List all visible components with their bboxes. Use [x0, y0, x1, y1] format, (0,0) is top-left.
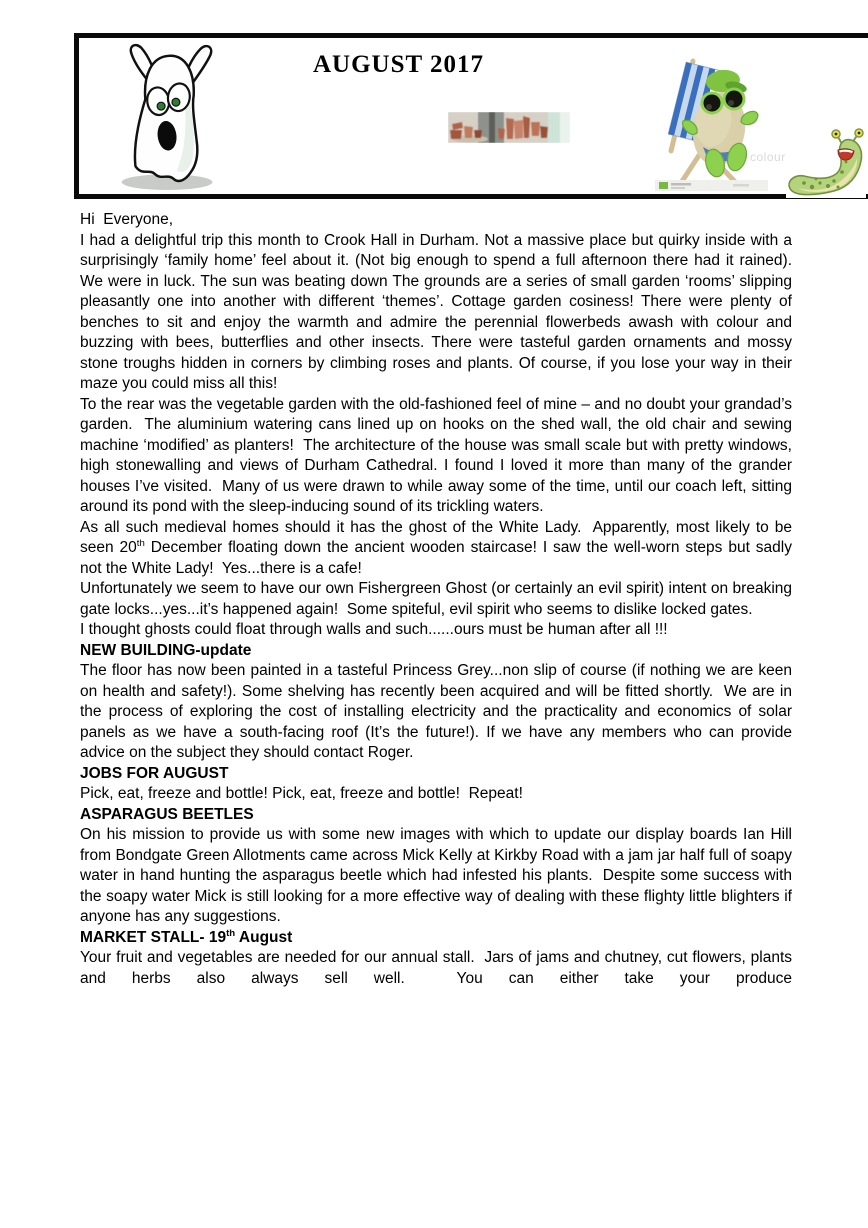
market-stall-heading-text: MARKET STALL- 19	[80, 928, 227, 946]
greeting: Hi Everyone,	[80, 211, 174, 228]
section-body-new-building: The floor has now been painted in a tasteful Princess Grey...non slip of course (if nothing we are keen on health and safety!). Some shelving has recently been acquired and will be fitted shortly. We are in the process of exploring the cost of installing electricity and the practicality and economics of solar panels as we have a south-facing roof (It’s the future!). If we have any members who can provide advice on the subject they should contact Roger.	[80, 662, 797, 761]
section-heading-jobs-for-august: JOBS FOR AUGUST	[80, 764, 229, 782]
section-body-market-stall: Your fruit and vegetables are needed for our annual stall. Jars of jams and chutney, cut flowers, plants and herbs also always sell well. You can either take your produce	[80, 949, 797, 987]
paragraph-white-lady-text: As all such medieval homes should it has the ghost of the White Lady. Apparently, most likely to be seen 20	[80, 518, 797, 556]
paragraph-white-lady	[80, 518, 797, 580]
section-heading-new-building: NEW BUILDING-update	[80, 641, 252, 659]
section-body-asparagus-beetles: On his mission to provide us with some new images with which to update our display boards Ian Hill from Bondgate Green Allotments came across Mick Kelly at Kirkby Road with a jam jar half full of soapy water in hand hunting the asparagus beetle which had infested his plants. Despite some success with the soapy water Mick is still looking for a more effective way of dealing with these flighty little blighters if anyone has any suggestions.	[80, 826, 797, 925]
watermark-text: colour	[750, 150, 786, 164]
paragraph-ghosts-human: I thought ghosts could float through walls and such......ours must be human after all !!!	[80, 621, 668, 638]
slug-cartoon-image	[786, 128, 866, 198]
section-heading-market-stall	[80, 928, 792, 949]
paragraph-crook-hall: I had a delightful trip this month to Crook Hall in Durham. Not a massive place but quirky inside with a surprisingly ‘family home’ feel about it. (Not big enough to spend a full afternoon there had it rained). We were in luck. The sun was beating down The grounds are a series of small garden ‘rooms’ slipping pleasantly one into another with different ‘themes’. Cottage garden cosiness! There were plenty of benches to sit and enjoy the warmth and admire the perennial flowerbeds awash with colour and buzzing with bees, butterflies and other insects. There were tasteful garden ornaments and mossy stone troughs hidden in corners by climbing roses and plants. Of course, if you lose your way in their maze you could miss all this!	[80, 231, 801, 392]
section-heading-asparagus-beetles: ASPARAGUS BEETLES	[80, 805, 254, 823]
paragraph-white-lady-text-cont: December floating down the ancient wooden staircase! I saw the well-worn steps but sadly not the White Lady! Yes...there is a cafe!	[80, 539, 797, 577]
paragraph-rear-garden: To the rear was the vegetable garden with the old-fashioned feel of mine – and no doubt your grandad’s garden. The aluminium watering cans lined up on hooks on the shed wall, the old chair and sewing machine ‘modified’ as planters! The architecture of the house was small scale but with pretty windows, high stonewalling and views of Durham Cathedral. I found I loved it more than many of the grander houses I’ve visited. Many of us were drawn to while away some of the time, until our coach left, sitting around its pond with the sleep-inducing sound of its trickling waters.	[80, 395, 797, 515]
header-banner	[74, 33, 868, 199]
newsletter-body	[80, 210, 801, 989]
superscript-th: th	[226, 927, 236, 939]
terracotta-pots-photo	[448, 112, 570, 143]
section-body-jobs-for-august: Pick, eat, freeze and bottle! Pick, eat, freeze and bottle! Repeat!	[80, 785, 523, 802]
superscript-th: th	[136, 537, 145, 549]
page-title: AUGUST 2017	[313, 51, 484, 78]
ghost-cartoon-image	[95, 42, 245, 192]
potato-deckchair-image	[655, 51, 768, 194]
paragraph-fishergreen-ghost: Unfortunately we seem to have our own Fishergreen Ghost (or certainly an evil spirit) intent on breaking gate locks...yes...it’s happened again! Some spiteful, evil spirit who seems to dislike locked gates.	[80, 580, 797, 618]
market-stall-heading-text-cont: August	[235, 928, 293, 946]
